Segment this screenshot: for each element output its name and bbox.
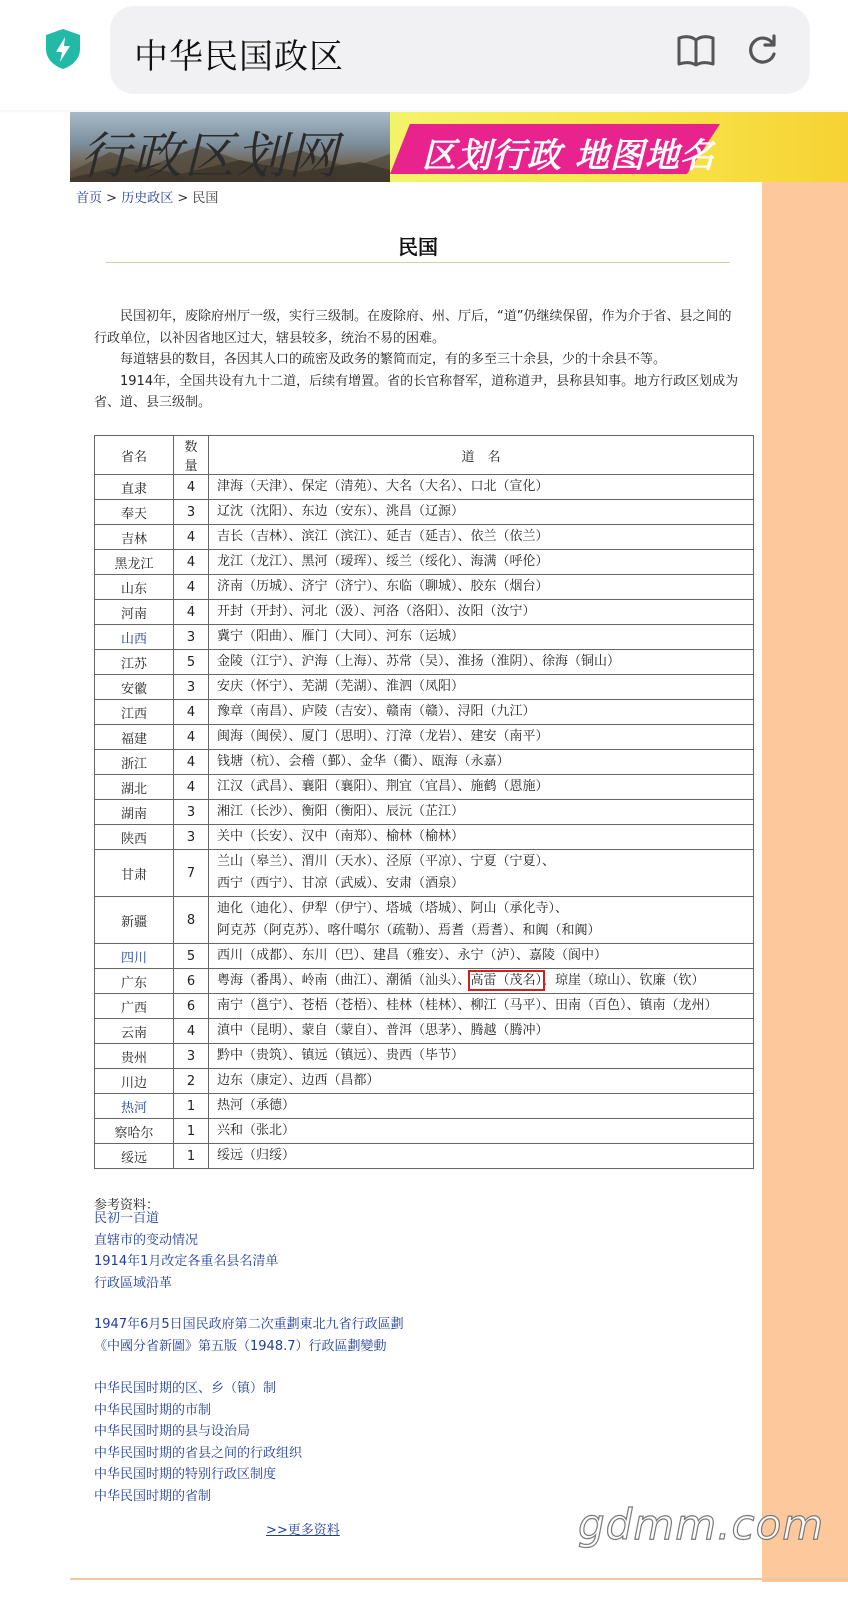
reference-link[interactable]: 中华民国时期的县与设治局 [94,1424,251,1439]
dao-names-cell [209,1119,754,1144]
table-row [95,725,754,750]
dao-names-cell [209,600,754,625]
count-cell: 6 [174,969,209,994]
dao-names-cell [209,725,754,750]
shield-bolt-icon[interactable] [42,27,84,71]
table-row [95,575,754,600]
dao-line: 开封（开封）、河北（汲）、河洛（洛阳）、汝阳（汝宁） [217,604,536,619]
count-cell: 3 [174,675,209,700]
province-cell: 川边 [95,1069,174,1094]
count-cell: 3 [174,825,209,850]
count-cell: 1 [174,1119,209,1144]
province-cell: 安徽 [95,675,174,700]
page-title: 民国 [398,235,438,259]
intro-paragraph: 每道辖县的数目，各因其人口的疏密及政务的繁简而定，有的多至三十余县，少的十余县不等。 [120,352,667,367]
banner-slogan-area [390,112,848,182]
province-cell: 福建 [95,725,174,750]
dao-names-cell [209,675,754,700]
dao-names-cell [209,994,754,1019]
dao-line: 西川（成都）、东川（巴）、建昌（雅安）、永宁（泸）、嘉陵（阆中） [217,948,608,963]
province-cell: 江西 [95,700,174,725]
reference-link[interactable]: 民初一百道 [94,1211,160,1226]
province-cell: 云南 [95,1019,174,1044]
page-bottom-divider [70,1578,848,1580]
intro-paragraph: 民国初年，废除府州厅一级，实行三级制。在废除府、州、厅后，“道”仍继续保留，作为介于省、县之间的行政单位，以补因省地区过大，辖县较多，统治不易的困难。 [94,309,732,346]
province-cell: 甘肃 [95,850,174,897]
dao-names-cell [209,1044,754,1069]
reference-link[interactable]: 中华民国时期的特别行政区制度 [94,1467,277,1482]
dao-line: 兰山（皋兰）、渭川（天水）、泾原（平凉）、宁夏（宁夏）、 [217,854,556,869]
dao-names-cell [209,500,754,525]
intro-text [94,306,744,414]
province-cell: 吉林 [95,525,174,550]
province-cell[interactable]: 热河 [95,1094,174,1119]
header-province: 省名 [95,436,174,475]
province-cell[interactable]: 四川 [95,944,174,969]
breadcrumb-separator: > [106,191,118,206]
dao-names-cell [209,700,754,725]
dao-line: 南宁（邕宁）、苍梧（苍梧）、桂林（桂林）、柳江（马平）、田南（百色）、镇南（龙州） [217,998,718,1013]
dao-line: 兴和（张北） [217,1123,296,1138]
table-row [95,525,754,550]
dao-line: 滇中（昆明）、蒙自（蒙自）、普洱（思茅）、腾越（腾冲） [217,1023,549,1038]
references-label: 参考资料： [94,1198,160,1213]
breadcrumb-current: 民国 [192,191,219,206]
dao-text: 粤海（番禺）、岭南（曲江）、潮循（汕头）、 [217,973,471,988]
province-cell[interactable]: 山西 [95,625,174,650]
dao-names-cell [209,650,754,675]
province-cell: 直隶 [95,475,174,500]
dao-line: 津海（天津）、保定（清苑）、大名（大名）、口北（宣化） [217,479,549,494]
count-cell: 5 [174,650,209,675]
table-row [95,825,754,850]
reference-group-2 [94,1314,404,1357]
reader-mode-icon[interactable] [676,34,716,68]
header-dao-names: 道 名 [209,436,754,475]
dao-names-cell [209,575,754,600]
table-row [95,897,754,944]
table-row [95,850,754,897]
dao-names-cell [209,550,754,575]
table-row [95,800,754,825]
province-cell: 湖北 [95,775,174,800]
table-row [95,969,754,994]
count-cell: 4 [174,475,209,500]
province-cell: 奉天 [95,500,174,525]
table-row [95,944,754,969]
reference-group-1 [94,1208,278,1294]
count-cell: 3 [174,1044,209,1069]
count-cell: 4 [174,1019,209,1044]
more-references-link[interactable]: >>更多资料 [266,1523,340,1538]
province-cell: 山东 [95,575,174,600]
breadcrumb-history[interactable]: 历史政区 [121,191,174,206]
banner-slogan: 区划行政 地图地名 [422,136,715,176]
dao-line: 吉长（吉林）、滨江（滨江）、延吉（延吉）、依兰（依兰） [217,529,549,544]
dao-line: 西宁（西宁）、甘凉（武威）、安肃（酒泉） [217,876,465,891]
reference-link[interactable]: 1914年1月改定各重名县名清单 [94,1254,279,1269]
dao-names-cell [209,897,754,944]
province-cell: 广东 [95,969,174,994]
count-cell: 2 [174,1069,209,1094]
table-row [95,675,754,700]
table-row [95,1069,754,1094]
province-cell: 新疆 [95,897,174,944]
browser-address-bar [0,0,848,110]
dao-line: 黔中（贵筑）、镇远（镇远）、贵西（毕节） [217,1048,465,1063]
province-cell: 贵州 [95,1044,174,1069]
province-cell: 绥远 [95,1144,174,1169]
province-cell: 河南 [95,600,174,625]
reference-link[interactable]: 中华民国时期的区、乡（镇）制 [94,1381,277,1396]
table-row [95,1044,754,1069]
count-cell: 8 [174,897,209,944]
table-row [95,775,754,800]
table-row [95,750,754,775]
dao-line: 边东（康定）、边西（昌都） [217,1073,380,1088]
count-cell: 3 [174,500,209,525]
dao-line: 热河（承德） [217,1098,296,1113]
table-row [95,1119,754,1144]
intro-paragraph: 1914年，全国共设有九十二道，后续有增置。省的长官称督军，道称道尹，县称县知事。地方行政区划成为省、道、县三级制。 [94,373,739,410]
table-row [95,700,754,725]
table-row [95,1144,754,1169]
site-logo-text: 行政区划网 [80,127,340,182]
site-banner[interactable] [70,112,848,182]
table-row [95,994,754,1019]
dao-names-cell [209,969,754,994]
breadcrumb [76,187,218,206]
page-side-decoration [762,182,848,1582]
province-cell: 湖南 [95,800,174,825]
count-cell: 4 [174,600,209,625]
count-cell: 4 [174,550,209,575]
reference-group-3 [94,1378,302,1507]
table-row [95,500,754,525]
dao-line: 绥远（归绥） [217,1148,296,1163]
count-cell: 4 [174,775,209,800]
breadcrumb-home[interactable]: 首页 [76,191,103,206]
dao-names-cell [209,1069,754,1094]
table-header-row [95,436,754,475]
dao-line: 金陵（江宁）、沪海（上海）、苏常（吴）、淮扬（淮阴）、徐海（铜山） [217,654,621,669]
table-row [95,650,754,675]
dao-names-cell [209,1094,754,1119]
dao-line: 闽海（闽侯）、厦门（思明）、汀漳（龙岩）、建安（南平） [217,729,549,744]
dao-names-cell [209,850,754,897]
count-cell: 1 [174,1094,209,1119]
table-row [95,550,754,575]
url-field[interactable] [110,6,810,94]
dao-line: 龙江（龙江）、黑河（瑷珲）、绥兰（绥化）、海满（呼伦） [217,554,549,569]
dao-names-cell [209,750,754,775]
count-cell: 6 [174,994,209,1019]
reference-link[interactable]: 《中國分省新圖》第五版（1948.7）行政區劃變動 [94,1338,387,1354]
reference-link[interactable]: 1947年6月5日国民政府第二次重劃東北九省行政區劃 [94,1317,404,1332]
province-cell: 察哈尔 [95,1119,174,1144]
title-divider [106,262,730,263]
dao-line: 豫章（南昌）、庐陵（吉安）、赣南（赣）、浔阳（九江） [217,704,536,719]
count-cell: 1 [174,1144,209,1169]
dao-line: 冀宁（阳曲）、雁门（大同）、河东（运城） [217,629,465,644]
dao-table [94,435,754,1169]
table-row [95,475,754,500]
dao-line: 安庆（怀宁）、芜湖（芜湖）、淮泗（凤阳） [217,679,465,694]
reference-link[interactable]: 直辖市的变动情况 [94,1232,199,1248]
count-cell: 3 [174,625,209,650]
url-title[interactable]: 中华民国政区 [134,37,344,77]
province-cell: 浙江 [95,750,174,775]
table-body [95,475,754,1169]
watermark: gdmm.com [578,1500,825,1549]
province-cell: 陕西 [95,825,174,850]
dao-line: 江汉（武昌）、襄阳（襄阳）、荆宜（宜昌）、施鹤（恩施） [217,779,549,794]
province-cell: 江苏 [95,650,174,675]
dao-line: 济南（历城）、济宁（济宁）、东临（聊城）、胶东（烟台） [217,579,549,594]
reference-link[interactable]: 行政區域沿革 [94,1275,173,1291]
breadcrumb-separator: > [177,191,189,206]
dao-names-cell [209,525,754,550]
reference-link[interactable]: 中华民国时期的市制 [94,1402,212,1418]
reload-icon[interactable] [744,32,780,68]
province-cell: 黑龙江 [95,550,174,575]
province-cell: 广西 [95,994,174,1019]
reference-link[interactable]: 中华民国时期的省制 [94,1488,212,1504]
dao-line: 辽沈（沈阳）、东边（安东）、洮昌（辽源） [217,504,465,519]
count-cell: 4 [174,700,209,725]
dao-text: 、琼崖（琼山）、钦廉（钦） [542,973,705,988]
dao-line: 钱塘（杭）、会稽（鄞）、金华（衢）、瓯海（永嘉） [217,754,510,769]
table-row [95,600,754,625]
banner-landscape [70,112,390,182]
count-cell: 4 [174,725,209,750]
dao-names-cell [209,475,754,500]
dao-line: 阿克苏（阿克苏）、喀什噶尔（疏勒）、焉耆（焉耆）、和阗（和阗） [217,923,601,938]
dao-line: 关中（长安）、汉中（南郑）、榆林（榆林） [217,829,465,844]
dao-line: 湘江（长沙）、衡阳（衡阳）、辰沅（芷江） [217,804,465,819]
table-row [95,1094,754,1119]
count-cell: 5 [174,944,209,969]
reference-link[interactable]: 中华民国时期的省县之间的行政组织 [94,1445,303,1461]
table-row [95,625,754,650]
header-count: 数量 [174,436,209,475]
dao-names-cell [209,775,754,800]
dao-names-cell [209,1144,754,1169]
dao-names-cell [209,625,754,650]
dao-names-cell [209,825,754,850]
dao-names-cell [209,944,754,969]
count-cell: 7 [174,850,209,897]
count-cell: 4 [174,750,209,775]
highlighted-dao: 高雷（茂名） [470,973,543,988]
count-cell: 4 [174,525,209,550]
dao-names-cell [209,800,754,825]
dao-names-cell [209,1019,754,1044]
count-cell: 3 [174,800,209,825]
table-row [95,1019,754,1044]
dao-line: 迪化（迪化）、伊犁（伊宁）、塔城（塔城）、阿山（承化寺）、 [217,901,569,916]
count-cell: 4 [174,575,209,600]
